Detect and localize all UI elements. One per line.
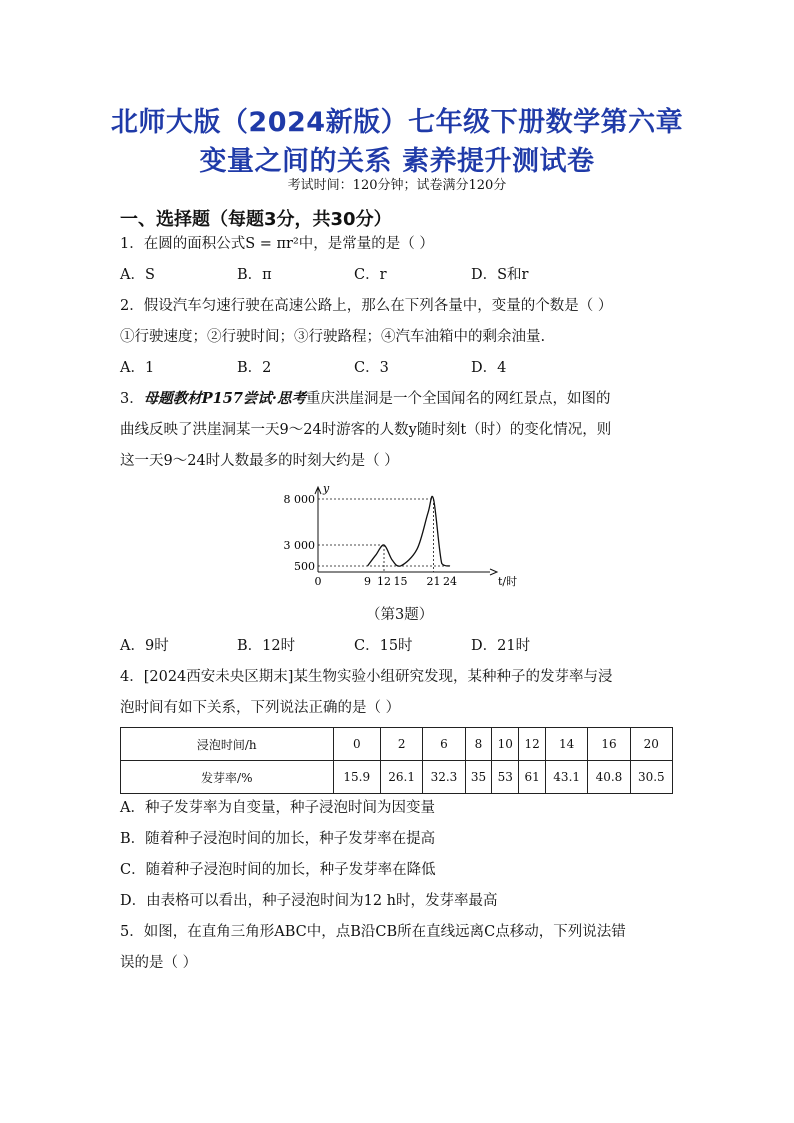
x-tick-label: 21: [426, 575, 441, 588]
q1-option-a: A．S: [120, 267, 155, 283]
x-tick-label: 9: [364, 575, 371, 588]
q4-option-b: B．随着种子浸泡时间的加长，种子发芽率在提高: [120, 831, 436, 847]
q4-option-a: A．种子发芽率为自变量，种子浸泡时间为因变量: [120, 800, 435, 816]
section-heading: 一、选择题（每题3分，共30分）: [120, 209, 392, 230]
q1-stem: 1．在圆的面积公式S = πr²中，是常量的是（ ）: [120, 236, 434, 252]
table-row-header: 浸泡时间/h: [121, 728, 334, 761]
q3-stem-2: 曲线反映了洪崖洞某一天9～24时游客的人数y随时刻t（时）的变化情况，则: [120, 422, 612, 438]
table-cell: 6: [423, 728, 465, 761]
table-row: [121, 761, 673, 794]
y-axis-label: y: [323, 482, 330, 495]
q1-option-c: C．r: [354, 267, 387, 283]
q3-stem-3: 这一天9～24时人数最多的时刻大约是（ ）: [120, 453, 399, 469]
title-line-1: 北师大版（2024新版）七年级下册数学第六章: [110, 107, 684, 138]
x-tick-label: 24: [443, 575, 457, 588]
q2-stem: 2．假设汽车匀速行驶在高速公路上，那么在下列各量中，变量的个数是（ ）: [120, 298, 613, 314]
q3-source-tag: 母题教材P157尝试·思考: [143, 390, 306, 407]
table-cell: 12: [519, 728, 546, 761]
q3-stem-1: [120, 387, 610, 408]
x-tick-label: 15: [393, 575, 408, 588]
q5-stem-1: 5．如图，在直角三角形ABC中，点B沿CB所在直线远离C点移动，下列说法错: [120, 924, 626, 940]
table-row: [121, 728, 673, 761]
table-cell: 53: [492, 761, 519, 794]
title-line-2: 变量之间的关系 素养提升测试卷: [199, 146, 595, 177]
table-cell: 10: [492, 728, 519, 761]
q3-chart: [270, 478, 530, 598]
table-cell: 14: [546, 728, 588, 761]
q4-option-d: D．由表格可以看出，种子浸泡时间为12 h时，发芽率最高: [120, 893, 498, 909]
q3-option-b: B．12时: [237, 638, 296, 654]
q2-items: ①行驶速度；②行驶时间；③行驶路程；④汽车油箱中的剩余油量.: [120, 329, 546, 345]
x-axis-label: t/时: [498, 575, 518, 588]
q3-figure-caption: （第3题）: [366, 607, 434, 623]
q3-option-c: C．15时: [354, 638, 413, 654]
table-cell: 43.1: [546, 761, 588, 794]
q2-option-c: C．3: [354, 360, 389, 376]
q3-option-d: D．21时: [471, 638, 531, 654]
q4-data-table: [120, 727, 673, 794]
q3-option-a: A．9时: [120, 638, 169, 654]
table-cell: 20: [630, 728, 672, 761]
x-tick-label: 0: [314, 575, 322, 588]
table-cell: 35: [465, 761, 492, 794]
table-cell: 2: [380, 728, 422, 761]
table-cell: 26.1: [380, 761, 422, 794]
q3-stem-text: 重庆洪崖洞是一个全国闻名的网红景点，如图的: [305, 391, 611, 407]
q1-option-b: B．π: [237, 267, 272, 283]
x-axis-arrow: [490, 569, 497, 575]
table-cell: 15.9: [333, 761, 380, 794]
y-tick-label: 500: [294, 560, 315, 573]
table-cell: 30.5: [630, 761, 672, 794]
q4-stem-2: 泡时间有如下关系，下列说法正确的是（ ）: [120, 700, 401, 716]
table-cell: 0: [333, 728, 380, 761]
q2-option-a: A．1: [120, 360, 155, 376]
y-tick-label: 3 000: [283, 539, 315, 552]
q2-option-b: B．2: [237, 360, 272, 376]
table-cell: 40.8: [588, 761, 630, 794]
y-tick-label: 8 000: [283, 493, 315, 506]
table-cell: 61: [519, 761, 546, 794]
q5-stem-2: 误的是（ ）: [120, 955, 198, 971]
exam-info: 考试时间：120分钟；试卷满分120分: [287, 178, 507, 193]
table-cell: 16: [588, 728, 630, 761]
table-cell: 32.3: [423, 761, 465, 794]
q2-option-d: D．4: [471, 360, 507, 376]
q4-option-c: C．随着种子浸泡时间的加长，种子发芽率在降低: [120, 862, 436, 878]
visitor-curve: [368, 496, 451, 566]
q4-stem-1: 4．[2024西安未央区期末]某生物实验小组研究发现，某种种子的发芽率与浸: [120, 669, 613, 685]
x-tick-label: 12: [377, 575, 391, 588]
q3-number: 3．: [120, 391, 144, 407]
table-cell: 8: [465, 728, 492, 761]
q1-option-d: D．S和r: [471, 267, 529, 283]
table-row-header: 发芽率/%: [121, 761, 334, 794]
